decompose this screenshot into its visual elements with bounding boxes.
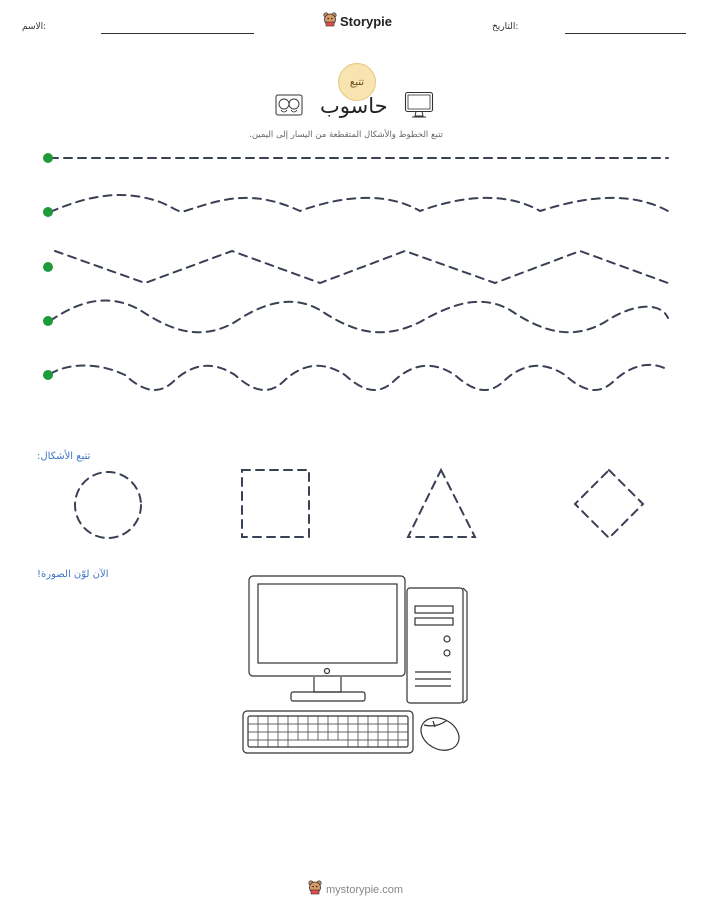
storypie-bear-icon xyxy=(308,880,322,899)
start-dot-5 xyxy=(43,370,53,380)
brand-logo xyxy=(323,12,392,31)
computer-illustration xyxy=(243,576,467,757)
shapes-section-label: تتبع الأشكال: xyxy=(37,451,91,462)
date-line[interactable] xyxy=(565,33,686,34)
trace-shape-diamond xyxy=(575,470,643,538)
brand-name: Storypie xyxy=(340,14,393,29)
trace-shape-square xyxy=(242,470,309,537)
start-dot-2 xyxy=(43,207,53,217)
monitor-icon xyxy=(404,91,434,123)
name-label: الاسم: xyxy=(22,22,47,32)
date-label: التاريخ: xyxy=(492,22,519,32)
trace-line-wave-3 xyxy=(50,365,668,390)
trace-line-wave-1 xyxy=(50,195,668,212)
trace-shape-circle xyxy=(75,472,141,538)
start-dot-1 xyxy=(43,153,53,163)
kids-photo-icon xyxy=(275,94,303,120)
footer-url[interactable]: mystorypie.com xyxy=(326,883,404,896)
name-line[interactable] xyxy=(101,33,254,34)
trace-shape-triangle xyxy=(408,470,475,537)
start-dot-4 xyxy=(43,316,53,326)
coloring-section-label: الآن لوّن الصورة! xyxy=(37,569,109,580)
trace-line-wave-2 xyxy=(50,300,668,332)
instruction-text: تتبع الخطوط والأشكال المتقطعة من اليسار إلى اليمين. xyxy=(249,130,443,140)
trace-line-zigzag xyxy=(55,251,668,283)
page-title: حاسوب xyxy=(320,94,388,118)
badge-label: تتبع xyxy=(349,76,365,88)
footer xyxy=(308,880,403,899)
storypie-bear-icon xyxy=(323,12,337,31)
start-dot-3 xyxy=(43,262,53,272)
